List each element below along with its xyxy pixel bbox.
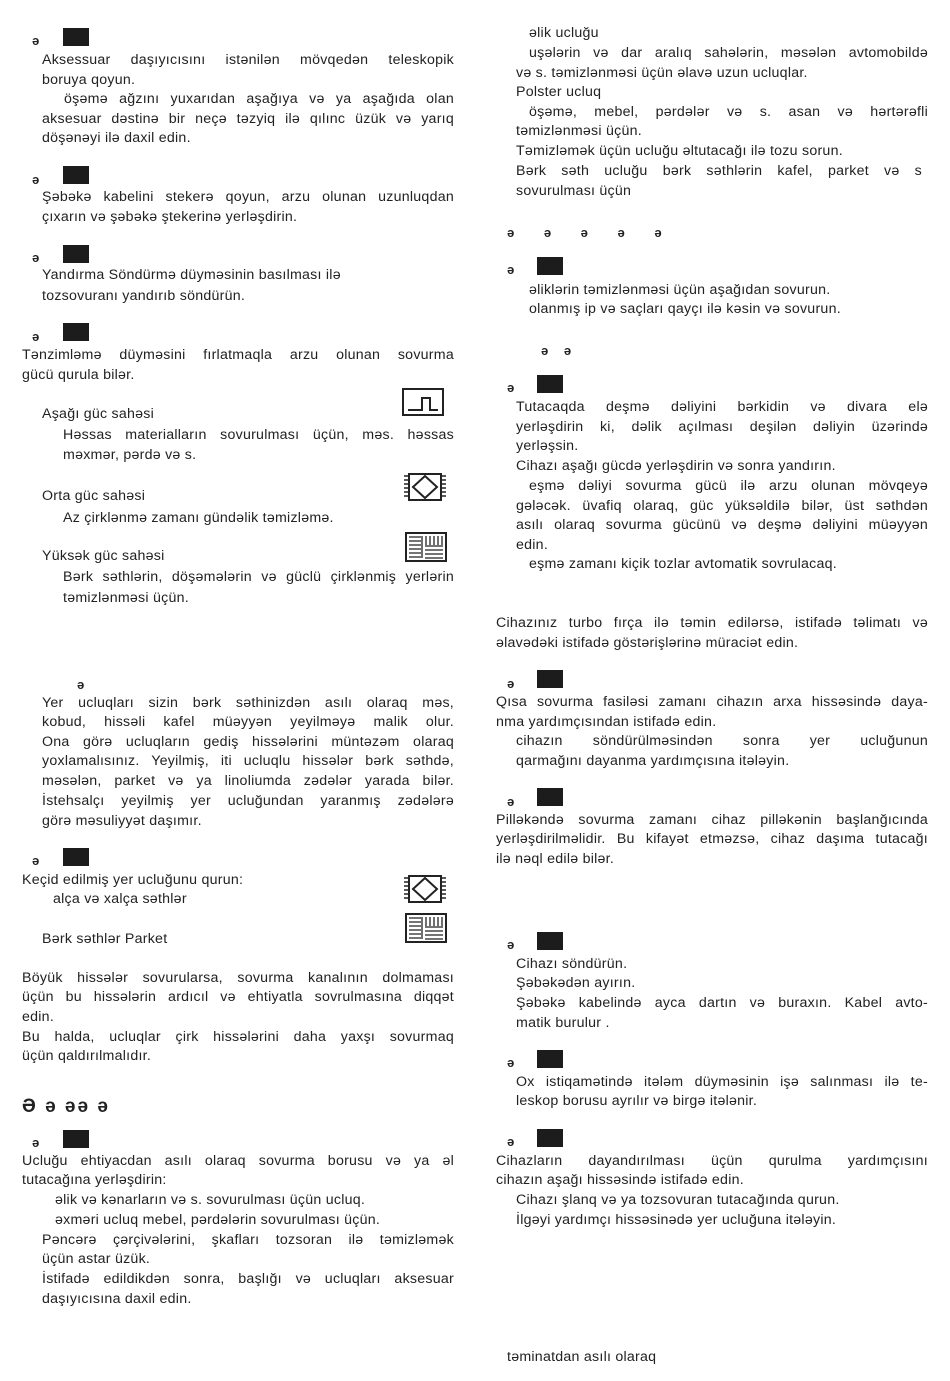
step-label: ə — [507, 676, 515, 691]
paragraph: Ona görə ucluqların gediş hissələrini müntəzəm olaraq — [42, 734, 454, 750]
paragraph: Pəncərə çərçivələrini, şkafları tozsoran ilə təmizləmək — [42, 1232, 454, 1248]
step-label: ə — [32, 172, 40, 187]
power-title: Yüksək güc sahəsi — [42, 548, 165, 564]
power-desc: məxmər, pərdə və s. — [63, 447, 197, 463]
paragraph: Cihazı söndürün. — [516, 956, 628, 972]
paragraph: əlavədəki istifadə göstərişlərinə müraciət edin. — [496, 635, 799, 651]
paragraph: öşəmə, mebel, pərdələr və s. asan və hərtərəfli — [529, 104, 928, 120]
paragraph: yerləşdirilməlidir. Bu kifayət etməzsə, cihaz daşıma tutacağı — [496, 831, 928, 847]
paragraph: leskop borusu ayrılır və birgə itələnir. — [516, 1093, 758, 1109]
paragraph: döşənəyi ilə daxil edin. — [42, 130, 191, 146]
power-title: Aşağı güc sahəsi — [42, 406, 155, 422]
step-number-box — [63, 245, 89, 263]
paragraph: Təmizləmək üçün ucluğu əltutacağı ilə tozu sorun. — [516, 143, 843, 159]
step-number-box — [63, 28, 89, 46]
paragraph: Ucluğu ehtiyacdan asılı olaraq sovurma borusu və ya əl — [22, 1153, 454, 1169]
paragraph: Keçid edilmiş yer ucluğunu qurun: — [22, 872, 244, 888]
paragraph: Tutacaqda deşmə dəliyini bərkidin və divara elə — [516, 399, 928, 415]
paragraph: əlik ucluğu — [529, 25, 599, 41]
paragraph: asılı olaraq sovurma gücünü və deşmə dəliyini müəyyən — [516, 517, 928, 533]
step-label: ə — [32, 1135, 40, 1150]
paragraph: alça və xalça səthlər — [53, 891, 187, 907]
paragraph: yerləşdirin ki, dəlik açılması deşilən dəliyin üzərində — [516, 419, 928, 435]
paragraph: Şəbəkədən ayırın. — [516, 975, 636, 991]
step-label: ə — [32, 853, 40, 868]
step-label: ə — [77, 677, 85, 692]
step-number-box — [537, 670, 563, 688]
paragraph: olanmış ip və saçları qayçı ilə kəsin və sovurun. — [529, 301, 841, 317]
step-label: ə — [32, 329, 40, 344]
step-label: ə — [507, 262, 515, 277]
paragraph: Şəbəkə kabelini stekerə qoyun, arzu olunan uzunluqdan — [42, 189, 454, 205]
paragraph: Bu halda, ucluqlar çirk hissələrini daha yaxşı sovurmaq — [22, 1029, 454, 1045]
paragraph: eşmə dəliyi sovurma gücü ilə arzu olunan mövqeyə — [529, 478, 928, 494]
step-label: ə — [507, 794, 515, 809]
power-title: Orta güc sahəsi — [42, 488, 146, 504]
step-label: ə — [507, 1055, 515, 1070]
paragraph: təmizlənməsi üçün. — [516, 123, 642, 139]
paragraph: üçün qaldırılmalıdır. — [22, 1048, 152, 1064]
paragraph: yerləşsin. — [516, 438, 579, 454]
low-power-icon — [402, 388, 444, 416]
power-desc: Az çirklənmə zamanı gündəlik təmizləmə. — [63, 510, 334, 526]
power-desc: Həssas materialların sovurulması üçün, məs. həssas — [63, 427, 454, 443]
paragraph: edin. — [22, 1009, 55, 1025]
paragraph: edin. — [516, 537, 549, 553]
step-number-box — [63, 323, 89, 341]
paragraph: əxməri ucluq mebel, pərdələrin sovurulması üçün. — [55, 1212, 381, 1228]
paragraph: ilə nəql edilə bilər. — [496, 851, 615, 867]
paragraph: İstehsalçı yeyilmiş yer ucluğundan yaranmış zədələrə — [42, 793, 454, 809]
paragraph: kobud, hissəli kafel müəyyən yeyilməyə malik olur. — [42, 714, 454, 730]
paragraph: üçün bu hissələrin ardıcıl və ehtiyatla sovrulmasına diqqət — [22, 989, 454, 1005]
paragraph: görə məsuliyyət daşımır. — [42, 813, 202, 829]
step-number-box — [537, 1129, 563, 1147]
power-desc: təmizlənməsi üçün. — [63, 590, 189, 606]
paragraph: Böyük hissələr sovurularsa, sovurma kanalının dolmaması — [22, 970, 454, 986]
paragraph: cihazın söndürülməsindən sonra yer ucluğunun — [516, 733, 928, 749]
paragraph: əliklərin təmizlənməsi üçün aşağıdan sovurun. — [529, 282, 831, 298]
paragraph: İstifadə edildikdən sonra, başlığı və ucluqları aksesuar — [42, 1271, 454, 1287]
paragraph: nma yardımçısından istifadə edin. — [496, 714, 717, 730]
paragraph: əlik və kənarların və s. sovurulması üçün ucluq. — [55, 1192, 366, 1208]
step-label: ə — [507, 1134, 515, 1149]
paragraph: cihazın aşağı hissəsində istifadə edin. — [496, 1172, 744, 1188]
paragraph: Ox istiqamətində itələm düyməsinin işə salınması ilə te- — [516, 1074, 928, 1090]
paragraph: gücü qurula bilər. — [22, 367, 135, 383]
paragraph: Bərk səthlər Parket — [42, 931, 168, 947]
paragraph: Bərk səth ucluğu bərk səthlərin kafel, parket və s — [516, 163, 922, 179]
carpet-icon — [403, 874, 447, 904]
step-number-box — [63, 1130, 89, 1148]
paragraph: çıxarın və şəbəkə ştekerinə yerləşdirin. — [42, 209, 298, 225]
section-heading: ə ə — [541, 343, 572, 358]
paragraph: boruya qoyun. — [42, 72, 136, 88]
paragraph: və s. təmizlənməsi üçün əlavə uzun ucluqlar. — [516, 65, 808, 81]
paragraph: Tənzimləmə düyməsini fırlatmaqla arzu olunan sovurma — [22, 347, 454, 363]
paragraph: Polster ucluq — [516, 84, 602, 100]
paragraph: Pilləkəndə sovurma zamanı cihaz pilləkənin başlanğıcında — [496, 812, 928, 828]
paragraph: İlgəyi yardımçı hissəsinədə yer ucluğuna itələyin. — [516, 1212, 837, 1228]
paragraph: Cihazı şlanq və ya tozsovuran tutacağında qurun. — [516, 1192, 840, 1208]
paragraph: öşəmə ağzını yuxarıdan aşağıya və ya aşağıda olan — [64, 91, 454, 107]
step-label: ə — [32, 250, 40, 265]
paragraph: Cihazı aşağı gücdə yerləşdirin və sonra yandırın. — [516, 458, 836, 474]
paragraph: aksesuar dəstinə bir neçə təzyiq ilə qılınc üzük və yarıq — [42, 111, 454, 127]
paragraph: Aksessuar daşıyıcısını istənilən mövqedən teleskopik — [42, 52, 454, 68]
parquet-icon — [405, 913, 447, 943]
paragraph: sovurulması üçün — [516, 183, 632, 199]
paragraph: üçün astar üzük. — [42, 1251, 151, 1267]
step-label: ə — [507, 937, 515, 952]
power-desc: Bərk səthlərin, döşəmələrin və güclü çirklənmiş yerlərin — [63, 569, 454, 585]
paragraph: tozsovuranı yandırıb söndürün. — [42, 288, 246, 304]
paragraph: uşələrin və dar aralıq sahələrin, məsələn avtomobildə — [529, 45, 928, 61]
paragraph: Qısa sovurma fasiləsi zamanı cihazın arxa hissəsində daya- — [496, 694, 928, 710]
paragraph: məsələn, parket və ya linoliumda zədələr yarada bilər. — [42, 773, 454, 789]
parquet-icon — [405, 532, 447, 562]
step-number-box — [537, 1050, 563, 1068]
step-number-box — [63, 848, 89, 866]
paragraph: gələcək. üvafiq olaraq, güc yüksəldilə bilər, üst səthdən — [516, 498, 928, 514]
paragraph: tutacağına yerləşdirin: — [22, 1172, 167, 1188]
paragraph: matik burulur . — [516, 1015, 610, 1031]
step-number-box — [537, 788, 563, 806]
paragraph: Cihazınız turbo fırça ilə təmin edilərsə, istifadə təlimatı və — [496, 615, 928, 631]
footer-note: təminatdan asılı olaraq — [507, 1349, 657, 1365]
step-number-box — [537, 257, 563, 275]
step-number-box — [537, 932, 563, 950]
step-label: ə — [32, 33, 40, 48]
paragraph: Şəbəkə kabelində ayca dartın və buraxın. Kabel avto- — [516, 995, 928, 1011]
paragraph: eşmə zamanı kiçik tozlar avtomatik sovrulacaq. — [529, 556, 837, 572]
section-heading: ə ə ə ə ə — [507, 225, 662, 240]
paragraph: Yer ucluqları sizin bərk səthinizdən asılı olaraq məs, — [42, 695, 454, 711]
step-number-box — [63, 166, 89, 184]
paragraph: Cihazların dayandırılması üçün qurulma yardımçısını — [496, 1153, 928, 1169]
paragraph: Yandırma Söndürmə düyməsinin basılması ilə — [42, 267, 341, 283]
carpet-icon — [403, 472, 447, 502]
step-number-box — [537, 375, 563, 393]
step-label: ə — [507, 380, 515, 395]
paragraph: daşıyıcısına daxil edin. — [42, 1291, 192, 1307]
section-heading: Ə ə əə ə — [22, 1096, 110, 1117]
paragraph: yoxlamalısınız. Yeyilmiş, iti ucluqlu hissələr bərk səthdə, — [42, 753, 454, 769]
paragraph: qarmağını dayanma yardımçısına itələyin. — [516, 753, 790, 769]
